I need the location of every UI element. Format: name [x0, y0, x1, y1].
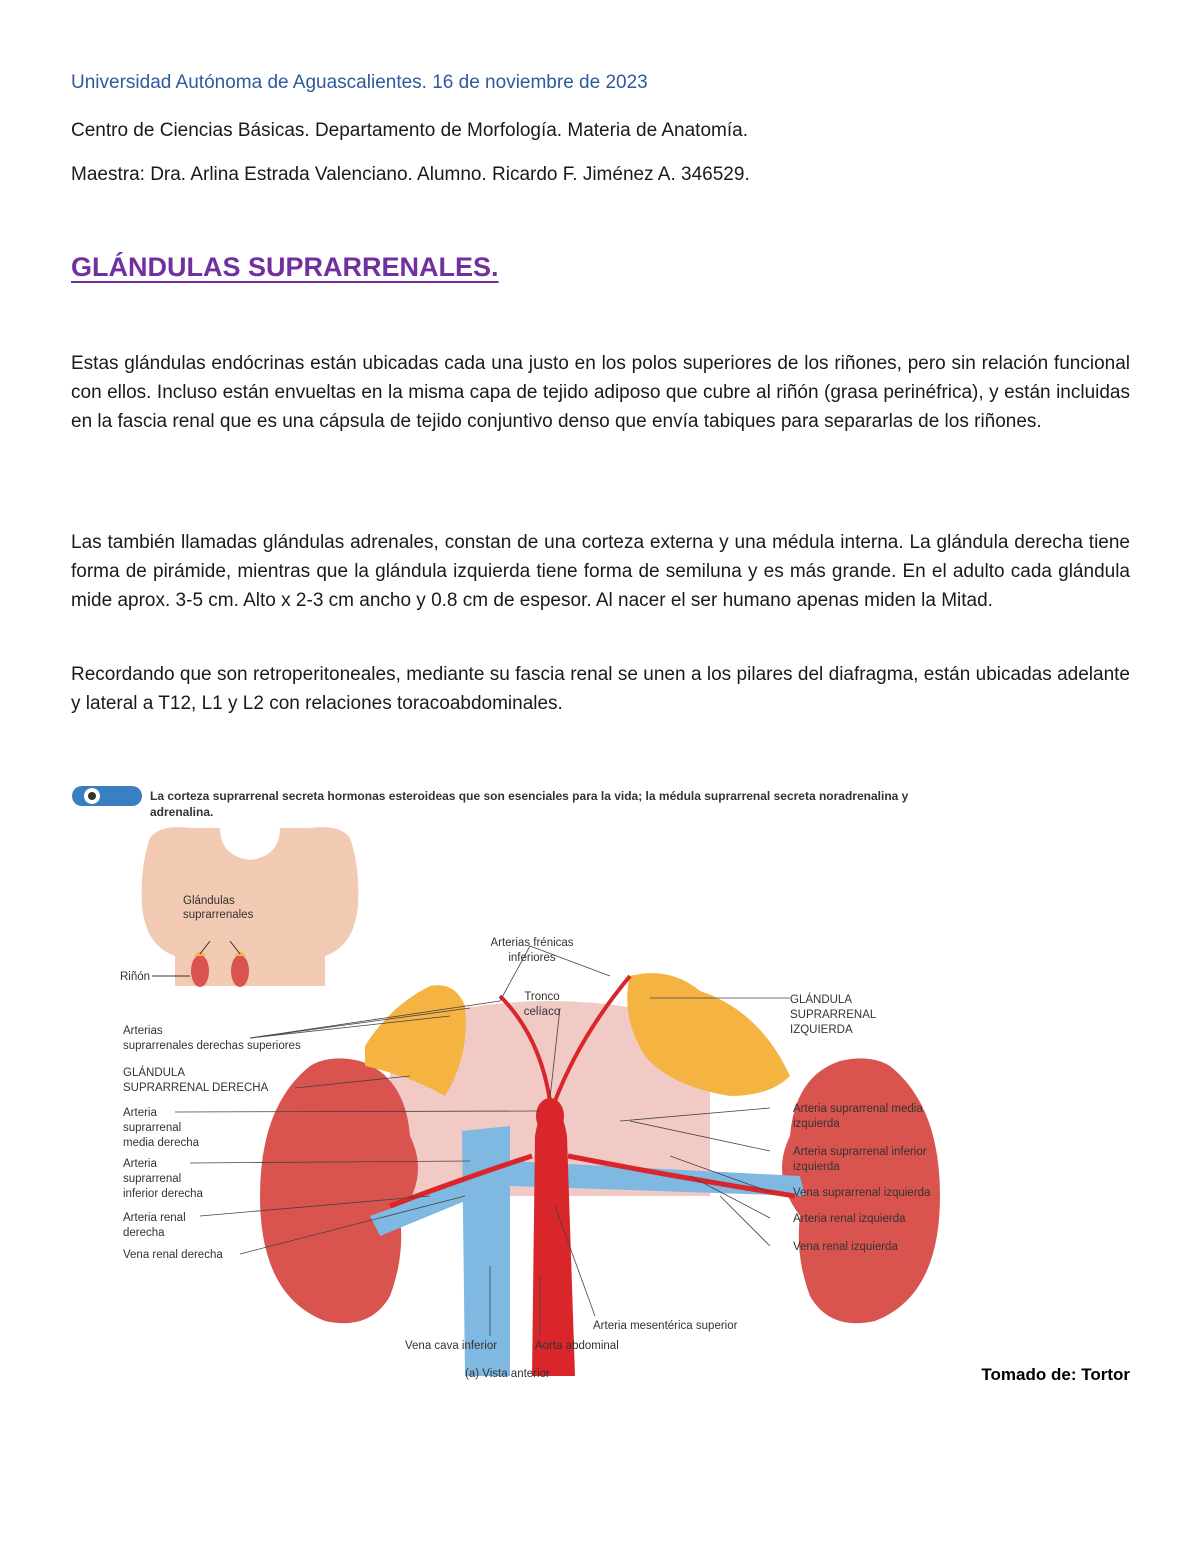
figure-credit: Tomado de: Tortor [981, 1365, 1130, 1384]
header-department: Centro de Ciencias Básicas. Departamento de Morfología. Materia de Anatomía. [71, 120, 748, 141]
inset-label-kidney: Riñón [120, 971, 151, 983]
label-right-middle-adrenal-artery-1: Arteria [123, 1107, 157, 1119]
right-kidney [260, 1058, 418, 1323]
label-inferior-phrenic-arteries-2: inferiores [508, 952, 556, 964]
figure-view-label: (a) Vista anterior [465, 1368, 550, 1380]
label-right-superior-adrenal-arteries-2: suprarrenales derechas superiores [123, 1040, 301, 1052]
inset-label-glands-2: suprarrenales [183, 909, 254, 921]
label-left-adrenal-vein: Vena suprarrenal izquierda [793, 1187, 931, 1199]
label-right-middle-adrenal-artery-2: suprarrenal [123, 1122, 182, 1134]
label-right-renal-artery-2: derecha [123, 1227, 165, 1239]
header-university-date: Universidad Autónoma de Aguascalientes. 16 de noviembre de 2023 [71, 72, 648, 93]
label-abdominal-aorta: Aorta abdominal [535, 1340, 619, 1352]
paragraph-2: Las también llamadas glándulas adrenales, constan de una corteza externa y una médula interna. La glándula derecha tiene forma de pirámide, mientras que la glándula izquierda tiene forma de semiluna y es más grande. En el adulto cada glándula mide aprox. 3-5 cm. Alto x 2-3 cm ancho y 0.8 cm de espesor. Al nacer el ser humano apenas miden la Mitad. [71, 532, 1130, 611]
label-right-renal-vein: Vena renal derecha [123, 1249, 223, 1261]
label-right-middle-adrenal-artery-3: media derecha [123, 1137, 200, 1149]
inset-label-glands-1: Glándulas [183, 895, 235, 907]
label-right-adrenal-gland-1: GLÁNDULA [123, 1067, 185, 1079]
label-right-inferior-adrenal-artery-3: inferior derecha [123, 1188, 203, 1200]
label-right-inferior-adrenal-artery-2: suprarrenal [123, 1173, 182, 1185]
inset-left-kidney [231, 955, 249, 987]
figure-caption-line1: La corteza suprarrenal secreta hormonas esteroideas que son esenciales para la vida; la médula suprarrenal secreta noradrenalina y [150, 789, 909, 803]
label-celiac-trunk-2: celíaco [523, 1006, 561, 1018]
label-left-adrenal-gland-3: IZQUIERDA [790, 1024, 853, 1036]
header-teacher-student: Maestra: Dra. Arlina Estrada Valenciano. Alumno. Ricardo F. Jiménez A. 346529. [71, 164, 750, 185]
label-celiac-trunk-1: Tronco [524, 991, 560, 1003]
label-left-adrenal-gland-1: GLÁNDULA [790, 994, 852, 1006]
label-left-inferior-adrenal-artery-2: izquierda [793, 1161, 840, 1173]
label-right-adrenal-gland-2: SUPRARRENAL DERECHA [123, 1082, 269, 1094]
figure-caption-line2: adrenalina. [150, 805, 214, 819]
celiac-trunk [536, 1098, 564, 1134]
label-left-renal-vein: Vena renal izquierda [793, 1241, 898, 1253]
label-left-middle-adrenal-artery-2: izquierda [793, 1118, 840, 1130]
inset-right-kidney [191, 955, 209, 987]
torso-inset [142, 827, 359, 987]
label-superior-mesenteric-artery: Arteria mesentérica superior [593, 1320, 738, 1332]
figure-key-icon [72, 786, 142, 806]
label-inferior-vena-cava: Vena cava inferior [405, 1340, 498, 1352]
label-left-middle-adrenal-artery-1: Arteria suprarrenal media [793, 1103, 923, 1115]
label-right-superior-adrenal-arteries-1: Arterias [123, 1025, 163, 1037]
label-left-adrenal-gland-2: SUPRARRENAL [790, 1009, 877, 1021]
paragraph-1: Estas glándulas endócrinas están ubicadas cada una justo en los polos superiores de los riñones, pero sin relación funcional con ellos. Incluso están envueltas en la misma capa de tejido adiposo que cubre al riñón (grasa perinéfrica), y están incluidas en la fascia renal que es una cápsula de tejido conjuntivo denso que envía tabiques para separarlas de los riñones. [71, 353, 1130, 432]
adrenal-glands-figure [70, 776, 1130, 1386]
label-right-renal-artery-1: Arteria renal [123, 1212, 186, 1224]
label-inferior-phrenic-arteries-1: Arterias frénicas [490, 937, 574, 949]
label-left-renal-artery: Arteria renal izquierda [793, 1213, 906, 1225]
label-right-inferior-adrenal-artery-1: Arteria [123, 1158, 157, 1170]
paragraph-3: Recordando que son retroperitoneales, mediante su fascia renal se unen a los pilares del diafragma, están ubicadas adelante y lateral a T12, L1 y L2 con relaciones toracoabdominales. [71, 664, 1130, 714]
document-title: GLÁNDULAS SUPRARRENALES. [71, 252, 499, 282]
label-left-inferior-adrenal-artery-1: Arteria suprarrenal inferior [793, 1146, 927, 1158]
